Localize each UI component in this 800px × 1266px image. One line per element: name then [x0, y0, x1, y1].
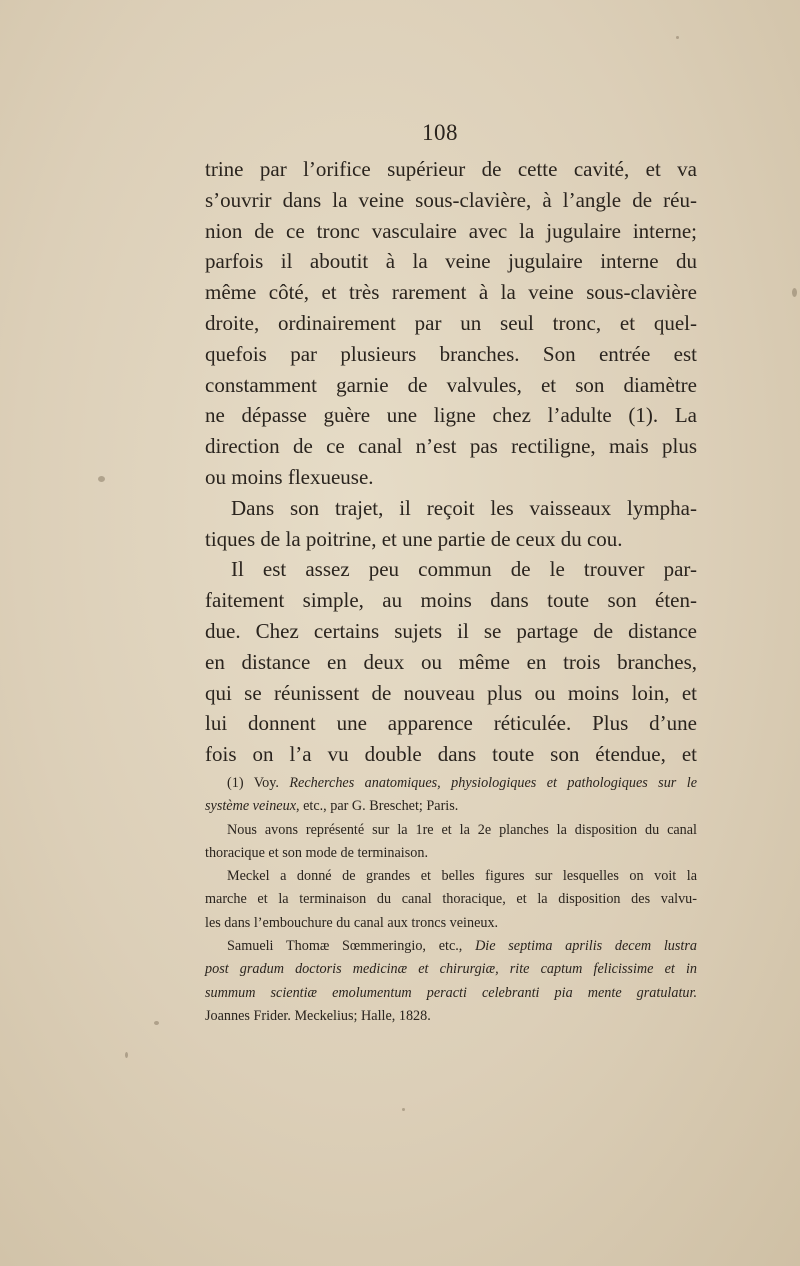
body-line: lui donnent une apparence réticulée. Plus d’une — [205, 711, 697, 736]
body-line: même côté, et très rarement à la veine sous-clavière — [205, 280, 697, 305]
footnotes — [205, 772, 697, 1028]
footnote-italic-text: post gradum doctoris medicinæ et chirurgiæ, rite captum felicissime et in — [205, 961, 697, 978]
body-line: qui se réunissent de nouveau plus ou moins loin, et — [205, 680, 697, 705]
footnote-line: Joannes Frider. Meckelius; Halle, 1828. — [205, 1007, 431, 1024]
body-line: quefois par plusieurs branches. Son entrée est — [205, 341, 697, 366]
body-line: trine par l’orifice supérieur de cette cavité, et va — [205, 157, 697, 181]
footnote-italic-text: système veineux — [205, 798, 296, 815]
footnote-italic-text: Recherches anatomiques, physiologiques et pathologiques sur le — [289, 775, 697, 791]
body-line: ou moins flexueuse. — [205, 464, 374, 489]
body-line: Dans son trajet, il reçoit les vaisseaux lympha- — [231, 495, 697, 520]
footnote-line — [205, 958, 697, 981]
footnote-line: marche et la terminaison du canal thoracique, et la disposition des valvu- — [205, 891, 697, 908]
footnote-line: Nous avons représenté sur la 1re et la 2e planches la disposition du canal — [227, 821, 697, 838]
paper-speck — [792, 288, 797, 297]
paper-speck — [154, 1021, 159, 1025]
footnote-italic-text: Die septima aprilis decem lustra — [475, 938, 697, 955]
footnote-italic-text: summum scientiæ emolumentum peracti celebranti pia mente gratulatur. — [205, 984, 697, 1001]
footnote-line — [205, 772, 697, 795]
footnote-text: , etc., par G. Breschet; Paris. — [296, 798, 459, 815]
footnote-line: thoracique et son mode de terminaison. — [205, 844, 428, 861]
footnote-line — [205, 982, 697, 1005]
paper-speck — [676, 36, 679, 39]
body-line: direction de ce canal n’est pas rectiligne, mais plus — [205, 434, 697, 459]
body-line: Il est assez peu commun de le trouver par- — [231, 557, 697, 582]
paper-speck — [402, 1108, 405, 1111]
footnote-line: les dans l’embouchure du canal aux troncs veineux. — [205, 914, 499, 931]
footnote-line: Meckel a donné de grandes et belles figures sur lesquelles on voit la — [227, 868, 697, 885]
body-line: constamment garnie de valvules, et son diamètre — [205, 372, 697, 397]
body-line: droite, ordinairement par un seul tronc, et quel- — [205, 310, 697, 335]
body-line: en distance en deux ou même en trois branches, — [205, 649, 697, 674]
paper-speck — [125, 1052, 128, 1058]
body-text — [205, 154, 697, 770]
footnote-text: (1) Voy. — [227, 775, 290, 791]
body-line: ne dépasse guère une ligne chez l’adulte (1). La — [205, 403, 697, 428]
body-line: nion de ce tronc vasculaire avec la jugulaire interne; — [205, 218, 697, 243]
body-line: s’ouvrir dans la veine sous-clavière, à l’angle de réu- — [205, 187, 697, 212]
page-number: 108 — [422, 120, 458, 145]
footnote-text: Samueli Thomæ Sœmmeringio, etc., — [227, 938, 476, 955]
footnote-line — [205, 795, 697, 818]
body-line: due. Chez certains sujets il se partage de distance — [205, 618, 697, 643]
body-line: faitement simple, au moins dans toute son éten- — [205, 588, 697, 613]
body-line: parfois il aboutit à la veine jugulaire interne du — [205, 249, 697, 274]
body-line: tiques de la poitrine, et une partie de ceux du cou. — [205, 526, 623, 551]
body-line: fois on l’a vu double dans toute son étendue, et — [205, 742, 697, 767]
paper-speck — [98, 476, 105, 482]
footnote-line — [205, 935, 697, 958]
